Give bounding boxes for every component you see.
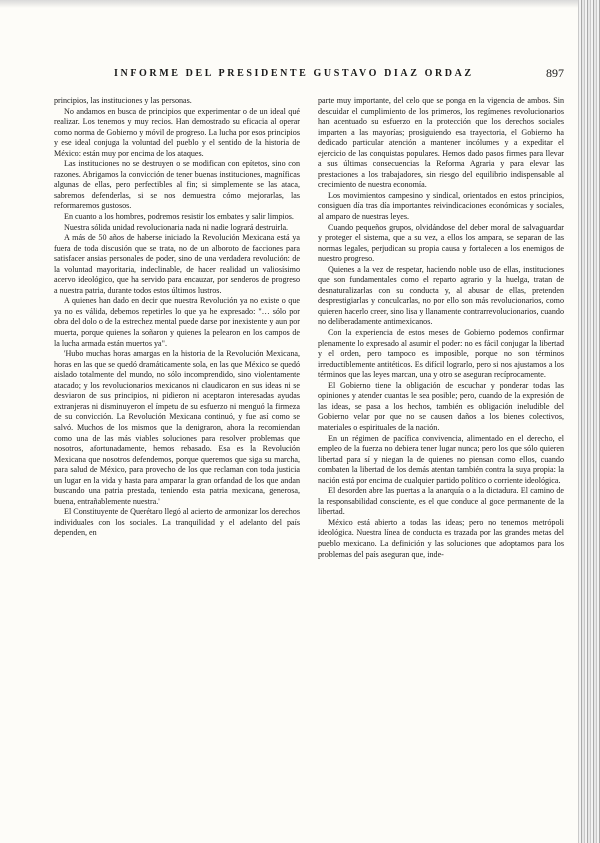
paragraph: El Gobierno tiene la obligación de escuchar y ponderar todas las opiniones y atender cuantas le sea posible; pero, cuando de la expresión de las ideas, se pasa a los hechos, también es obligación ineludible del Gobierno velar por que no se causen daños a los bienes colectivos, materiales o espirituales de la nación. [318,380,564,432]
running-title: INFORME DEL PRESIDENTE GUSTAVO DIAZ ORDAZ [114,68,474,79]
paragraph: En cuanto a los hombres, podremos resistir los embates y salir limpios. [64,212,294,222]
paragraph: En un régimen de pacífica convivencia, alimentado en el derecho, el empleo de la fuerza no debiera tener lugar nunca; pero los que sólo quieren libertad para sí y niegan la de quienes no piensan como ellos, cuando combaten la libertad de los demás atentan también contra la suya propia: la nación está por encima de cualquier partido político o corriente ideológica. [318,433,564,485]
quoted-paragraph: 'Hubo muchas horas amargas en la historia de la Revolución Mexicana, horas en las que se quedó dramáticamente sola, en las que México se quedó aislado totalmente del mundo, no sólo incomprendido, sino violentamente atacado; y los revolucionarios mexicanos ni claudicaron en sus ideas ni se desviaron de sus principios, ni pidieron ni aceptaron interesadas ayudas extranjeras ni disminuyeron el ímpetu de su esfuerzo ni menguó la firmeza de su convicción. La Revolución Mexicana continuó, y fue así como se salvó. Muchos de los mismos que la denigraron, ahora la recomiendan como una de las más viables soluciones para resolver problemas que nosotros, afortunadamente, hemos rebasado. Esa es la Revolución Mexicana que nosotros defendemos, porque queremos que siga su marcha, para salud de México, para provecho de los que reclaman con toda justicia un lugar en la vida y hasta para amparar la gran orfandad de los que andan buscando una patria prestada, teniendo esta patria mexicana, generosa, buena, entrañablemente nuestra.' [54,349,300,506]
paragraph: A quienes han dado en decir que nuestra Revolución ya no existe o que ya no es válida, debemos repetirles lo que ya he expresado: "… sólo por obra del dolo o de la estrechez mental puede darse por inexistente y aun por muerta, porque quienes la soñaron y quienes la pelearon en los campos de la lucha armada están muertos ya". [54,296,300,348]
document-page [54,66,564,826]
paragraph: A más de 50 años de haberse iniciado la Revolución Mexicana está ya fuera de toda discusión que se trata, no de un alboroto de facciones para satisfacer ansias personales de poder, sino de una verdadera revolución: de la voluntad mayoritaria, indeclinable, de hacer realidad un valiosísimo acervo ideológico, que ha servido para encauzar, por senderos de progreso a nuestra patria, durante todos estos últimos lustros. [54,233,300,295]
page-number: 897 [546,66,564,80]
running-head [54,66,564,84]
text-columns [54,96,564,560]
paragraph: Cuando pequeños grupos, olvidándose del deber moral de salvaguardar y proteger el sistema, que a su vez, a ellos los ampara, se separan de las normas legales, perjudican su propia causa y fortalecen a los enemigos de nuestro progreso. [318,222,564,264]
paragraph: No andamos en busca de principios que experimentar o de un ideal qué realizar. Los tenemos y muy recios. Han demostrado su eficacia al operar como norma de Gobierno y móvil de progreso. La lucha por esos principios y ese ideal conjuga la voluntad del pueblo y el sentido de la historia de México: están muy por encima de los ataques. [54,106,300,158]
right-column [318,96,564,560]
paragraph: Nuestra sólida unidad revolucionaria nada ni nadie logrará destruirla. [64,222,289,232]
paragraph: México está abierto a todas las ideas; pero no tenemos metrópoli ideológica. Nuestra línea de conducta es trazada por las grandes metas del pueblo mexicano. La definición y las soluciones que adoptamos para los problemas del país aseguran que, inde- [318,517,564,559]
scan-edge [578,0,600,843]
paragraph: El Constituyente de Querétaro llegó al acierto de armonizar los derechos individuales con los sociales. La tranquilidad y el adelanto del país dependen, en [54,507,300,538]
paragraph: Los movimientos campesino y sindical, orientados en estos principios, consiguen día tras día importantes reivindicaciones económicas y sociales, al amparo de nuestras leyes. [318,190,564,222]
left-column [54,96,300,560]
paragraph: El desorden abre las puertas a la anarquía o a la dictadura. El camino de la responsabilidad consciente, es el que conduce al goce permanente de la libertad. [318,486,564,517]
paragraph: Quienes a la vez de respetar, haciendo noble uso de ellas, instituciones que son fundamentales como el reparto agrario y la huelga, tratan de desnaturalizarlas con su conducta y, al abusar de ellas, pretenden desprestigiarlas y conculcarlas, no por ello son más revolucionarios, como quieren hacerlo creer, sino lisa y llanamente contrarrevolucionarios, cuando no deliberadamente antimexicanos. [318,264,564,327]
paragraph: parte muy importante, del celo que se ponga en la vigencia de ambos. Sin descuidar el cumplimiento de los primeros, los regímenes revolucionarios han acentuado su esfuerzo en la protección que los derechos sociales imparten a las mayorías; prosiguiendo esa trayectoria, el Gobierno ha dedicado particular atención a mantener incólumes y a expeditar el ejercicio de las conquistas populares. Hemos dado pasos firmes para llevar a sus últimas consecuencias la Reforma Agraria y para elevar las prestaciones a los trabajadores, sin riesgo del equilibrio indispensable al crecimiento de nuestra economía. [318,96,564,190]
paragraph: principios, las instituciones y las personas. [54,96,192,105]
scan-shadow-top [0,0,600,8]
paragraph: Las instituciones no se destruyen o se modifican con epítetos, sino con razones. Abrigamos la convicción de tener buenas instituciones, magníficas algunas de ellas, pero perfectibles al fin; si simplemente se las ataca, sabremos defenderlas, si se nos demuestra cómo mejorarlas, las reformaremos gustosos. [54,159,300,211]
paragraph: Con la experiencia de estos meses de Gobierno podemos confirmar plenamente lo expresado al asumir el poder: no es fácil conjugar la libertad y el orden, pero tampoco es imposible, porque no son términos irreductiblemente antitéticos. Es difícil lograrlo, pero si nos ajustamos a los términos que las leyes marcan, una y otro se aseguran recíprocamente. [318,328,564,380]
